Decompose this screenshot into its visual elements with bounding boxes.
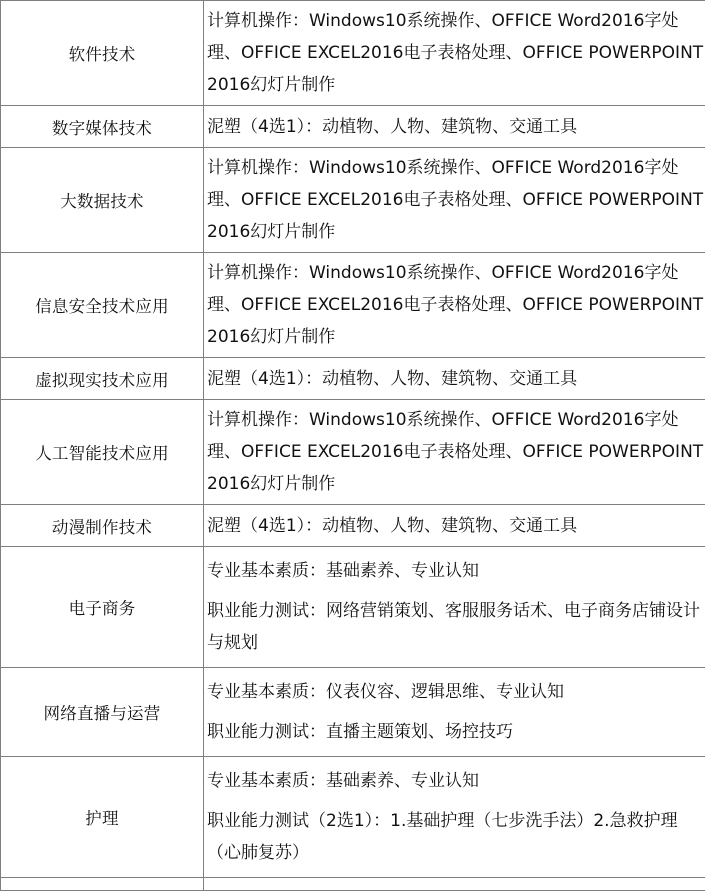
exam-content-line: 泥塑（4选1）：动植物、人物、建筑物、交通工具 <box>207 510 705 542</box>
table-row <box>1 547 705 668</box>
table-row <box>1 668 705 757</box>
exam-content-cell <box>204 358 705 400</box>
exam-content-cell <box>204 253 705 358</box>
major-name-cell: 大数据技术 <box>1 148 204 253</box>
empty-cell <box>1 878 204 891</box>
exam-content-line: 计算机操作：Windows10系统操作、OFFICE Word2016字处理、OFFICE EXCEL2016电子表格处理、OFFICE POWERPOINT 2016幻灯片制作 <box>207 5 705 101</box>
empty-cell <box>204 878 705 891</box>
exam-content-line: 职业能力测试（2选1）：1.基础护理（七步洗手法）2.急救护理（心肺复苏） <box>207 805 705 869</box>
exam-content-line: 泥塑（4选1）：动植物、人物、建筑物、交通工具 <box>207 111 705 143</box>
exam-content-line: 职业能力测试：直播主题策划、场控技巧 <box>207 716 705 748</box>
table-row <box>1 757 705 878</box>
exam-content-line: 专业基本素质：基础素养、专业认知 <box>207 765 705 797</box>
major-name-cell: 数字媒体技术 <box>1 106 204 148</box>
table-row <box>1 148 705 253</box>
table-row <box>1 358 705 400</box>
major-name-cell: 护理 <box>1 757 204 878</box>
exam-content-line: 计算机操作：Windows10系统操作、OFFICE Word2016字处理、OFFICE EXCEL2016电子表格处理、OFFICE POWERPOINT 2016幻灯片制作 <box>207 404 705 500</box>
exam-content-line: 专业基本素质：仪表仪容、逻辑思维、专业认知 <box>207 676 705 708</box>
exam-content-line: 专业基本素质：基础素养、专业认知 <box>207 555 705 587</box>
exam-content-cell <box>204 668 705 757</box>
table-row <box>1 1 705 106</box>
table-row <box>1 505 705 547</box>
table-row <box>1 253 705 358</box>
table-row <box>1 878 705 891</box>
exam-content-line: 泥塑（4选1）：动植物、人物、建筑物、交通工具 <box>207 363 705 395</box>
exam-content-cell <box>204 106 705 148</box>
major-name-cell: 信息安全技术应用 <box>1 253 204 358</box>
exam-content-cell <box>204 148 705 253</box>
major-name-cell: 网络直播与运营 <box>1 668 204 757</box>
exam-content-line: 职业能力测试：网络营销策划、客服服务话术、电子商务店铺设计与规划 <box>207 595 705 659</box>
exam-content-cell <box>204 400 705 505</box>
major-name-cell: 电子商务 <box>1 547 204 668</box>
exam-content-line: 计算机操作：Windows10系统操作、OFFICE Word2016字处理、OFFICE EXCEL2016电子表格处理、OFFICE POWERPOINT 2016幻灯片制作 <box>207 257 705 353</box>
major-name-cell: 软件技术 <box>1 1 204 106</box>
exam-content-cell <box>204 757 705 878</box>
exam-content-cell <box>204 505 705 547</box>
table-row <box>1 400 705 505</box>
major-name-cell: 人工智能技术应用 <box>1 400 204 505</box>
exam-content-cell <box>204 1 705 106</box>
exam-content-line: 计算机操作：Windows10系统操作、OFFICE Word2016字处理、OFFICE EXCEL2016电子表格处理、OFFICE POWERPOINT 2016幻灯片制作 <box>207 152 705 248</box>
major-name-cell: 虚拟现实技术应用 <box>1 358 204 400</box>
table-row <box>1 106 705 148</box>
major-name-cell: 动漫制作技术 <box>1 505 204 547</box>
exam-content-cell <box>204 547 705 668</box>
